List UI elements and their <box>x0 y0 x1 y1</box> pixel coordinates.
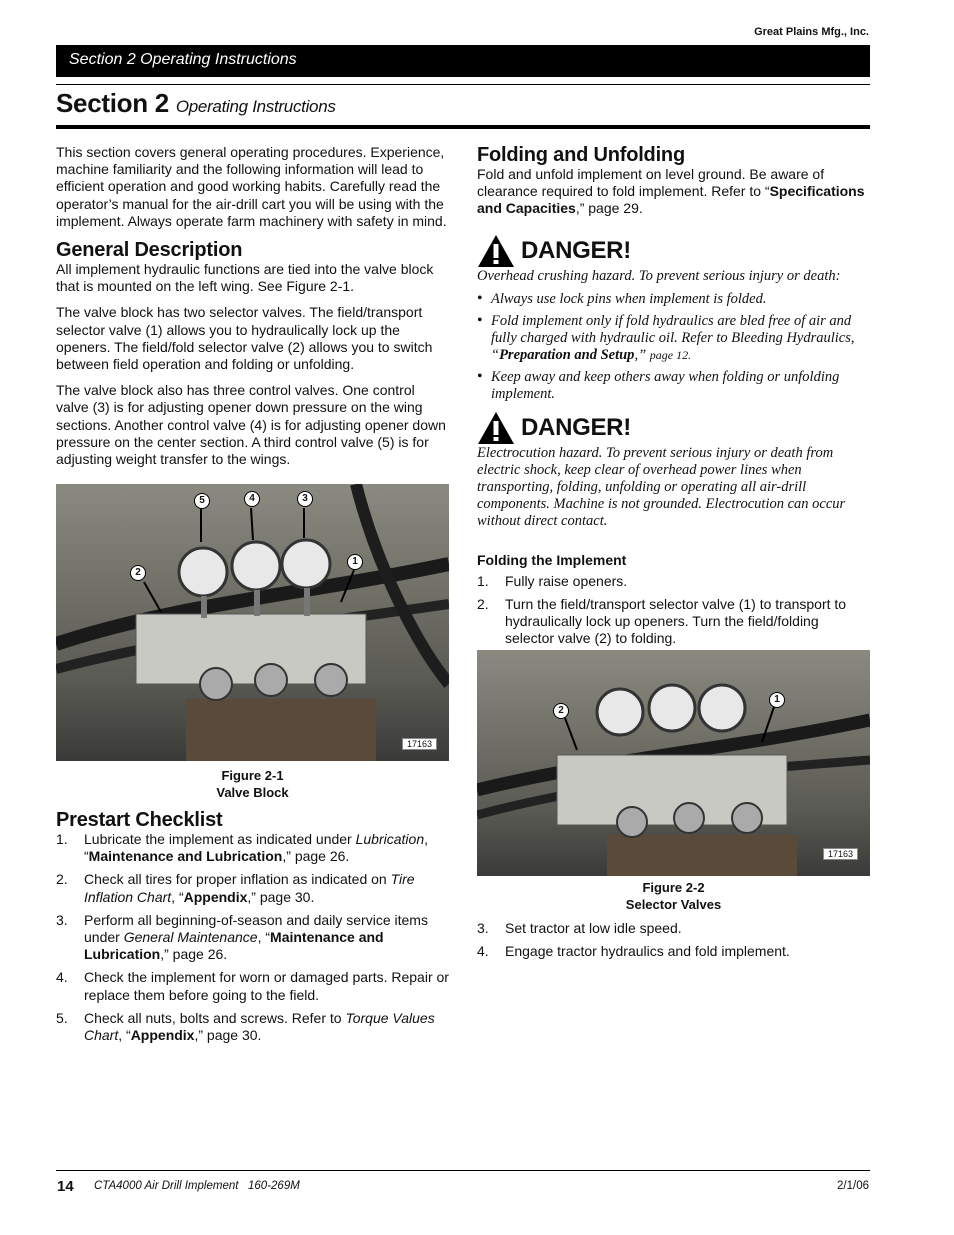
folding-implement-heading: Folding the Implement <box>477 551 627 568</box>
figure-code: 17163 <box>402 738 437 750</box>
danger-title: DANGER! <box>521 237 631 264</box>
danger-box-1 <box>477 234 871 403</box>
folding-paragraph: Fold and unfold implement on level ground. Be aware of clearance required to fold implement. Refer to “Specifications and Capacities,” page 29. <box>477 166 865 217</box>
list-item: 4. Check the implement for worn or damaged parts. Repair or replace them before going to the field. <box>56 969 449 1003</box>
folding-steps-continued <box>477 920 871 966</box>
list-item: • Keep away and keep others away when folding or unfolding implement. <box>477 369 871 403</box>
prestart-list <box>56 831 450 1044</box>
figure-code: 17163 <box>823 848 858 860</box>
figure-2-1-title: Valve Block <box>216 785 289 800</box>
page-number: 14 <box>57 1178 74 1195</box>
figure-2-2-title: Selector Valves <box>625 897 722 912</box>
list-item: • Fold implement only if fold hydraulics are bled free of air and fully charged with hydraulic oil. Refer to Bleeding Hydraulics, “Preparation and Setup,” page 12. <box>477 313 871 364</box>
list-item: 1. Fully raise openers. <box>477 572 628 589</box>
warning-icon <box>477 411 515 445</box>
callout-2: 2 <box>553 703 569 719</box>
figure-2-1-caption <box>56 767 449 801</box>
general-paragraph-2: The valve block has two selector valves. The field/transport selector valve (1) allows you to hydraulically lock up the openers. The field/fold selector valve (2) allows you to switch between field operation and folding or unfolding. <box>56 304 433 373</box>
figure-2-2-number: Figure 2-2 <box>642 880 705 895</box>
callout-5: 5 <box>194 493 210 509</box>
left-column <box>56 144 450 477</box>
document-title: CTA4000 Air Drill Implement 160-269M <box>94 1180 300 1192</box>
callout-3: 3 <box>297 491 313 507</box>
general-paragraph-3: The valve block also has three control valves. One control valve (3) is for adjusting opener down pressure on the wing sections. Another control valve (4) is for adjusting opener down pressure on the center section. A third control valve (5) is for adjusting weight transfer to the wings. <box>56 382 446 468</box>
callout-1: 1 <box>769 692 785 708</box>
figure-2-2-caption <box>477 879 870 913</box>
heading-rule <box>56 125 870 129</box>
danger-text: Electrocution hazard. To prevent serious injury or death from electric shock, keep clear of overhead power lines when transporting, folding, unfolding or operating all air-drill components. Machine is not grounded. Electrocution can occur without direct contact. <box>477 444 846 529</box>
page-title-main: Section 2 <box>56 88 169 118</box>
list-item: 1. Lubricate the implement as indicated under Lubrication, “Maintenance and Lubrication,” page 26. <box>56 831 428 865</box>
general-description-heading: General Description <box>56 239 243 262</box>
danger-lead: Overhead crushing hazard. To prevent serious injury or death: <box>477 267 841 284</box>
right-column <box>477 144 871 654</box>
heading-top-rule <box>56 84 870 85</box>
document-date: 2/1/06 <box>837 1180 869 1192</box>
list-item: 4. Engage tractor hydraulics and fold implement. <box>477 943 790 960</box>
list-item: • Always use lock pins when implement is folded. <box>477 291 871 308</box>
list-item: 3. Perform all beginning-of-season and daily service items under General Maintenance, “Maintenance and Lubrication,” page 26. <box>56 911 428 963</box>
section-bar <box>56 45 870 77</box>
footer-rule <box>56 1170 870 1171</box>
folding-steps <box>477 573 871 648</box>
figure-2-1-photo <box>56 484 449 761</box>
page-title-sub: Operating Instructions <box>175 97 336 116</box>
list-item: 3. Set tractor at low idle speed. <box>477 920 682 936</box>
prestart-heading: Prestart Checklist <box>56 809 223 831</box>
figure-2-2-photo <box>477 650 870 876</box>
callout-2: 2 <box>130 565 146 581</box>
folding-heading: Folding and Unfolding <box>477 144 685 166</box>
warning-icon <box>477 234 515 268</box>
list-item: 2. Turn the field/transport selector valve (1) to transport to hydraulically lock up openers. Turn the field/folding selector valve (2) to folding. <box>477 596 847 647</box>
general-paragraph-1: All implement hydraulic functions are tied into the valve block that is mounted on the left wing. See Figure 2-1. <box>56 261 434 295</box>
danger-box-2 <box>477 411 871 530</box>
company-name: Great Plains Mfg., Inc. <box>754 26 869 38</box>
callout-4: 4 <box>244 491 260 507</box>
section-bar-label: Section 2 Operating Instructions <box>69 51 297 68</box>
figure-2-1-number: Figure 2-1 <box>221 768 284 783</box>
callout-1: 1 <box>347 554 363 570</box>
prestart-section <box>56 809 450 1050</box>
list-item: 2. Check all tires for proper inflation as indicated on Tire Inflation Chart, “Appendix,” page 30. <box>56 871 415 905</box>
danger-title: DANGER! <box>521 414 631 441</box>
list-item: 5. Check all nuts, bolts and screws. Refer to Torque Values Chart, “Appendix,” page 30. <box>56 1009 435 1044</box>
danger-bullets <box>477 291 871 403</box>
page-title <box>56 88 336 119</box>
intro-paragraph: This section covers general operating procedures. Experience, machine familiarity and the following information will lead to efficient operation and good working habits. Carefully read the operator’s manual for the air-drill cart you will be using with the implement. Always operate farm machinery with safety in mind. <box>56 144 447 229</box>
